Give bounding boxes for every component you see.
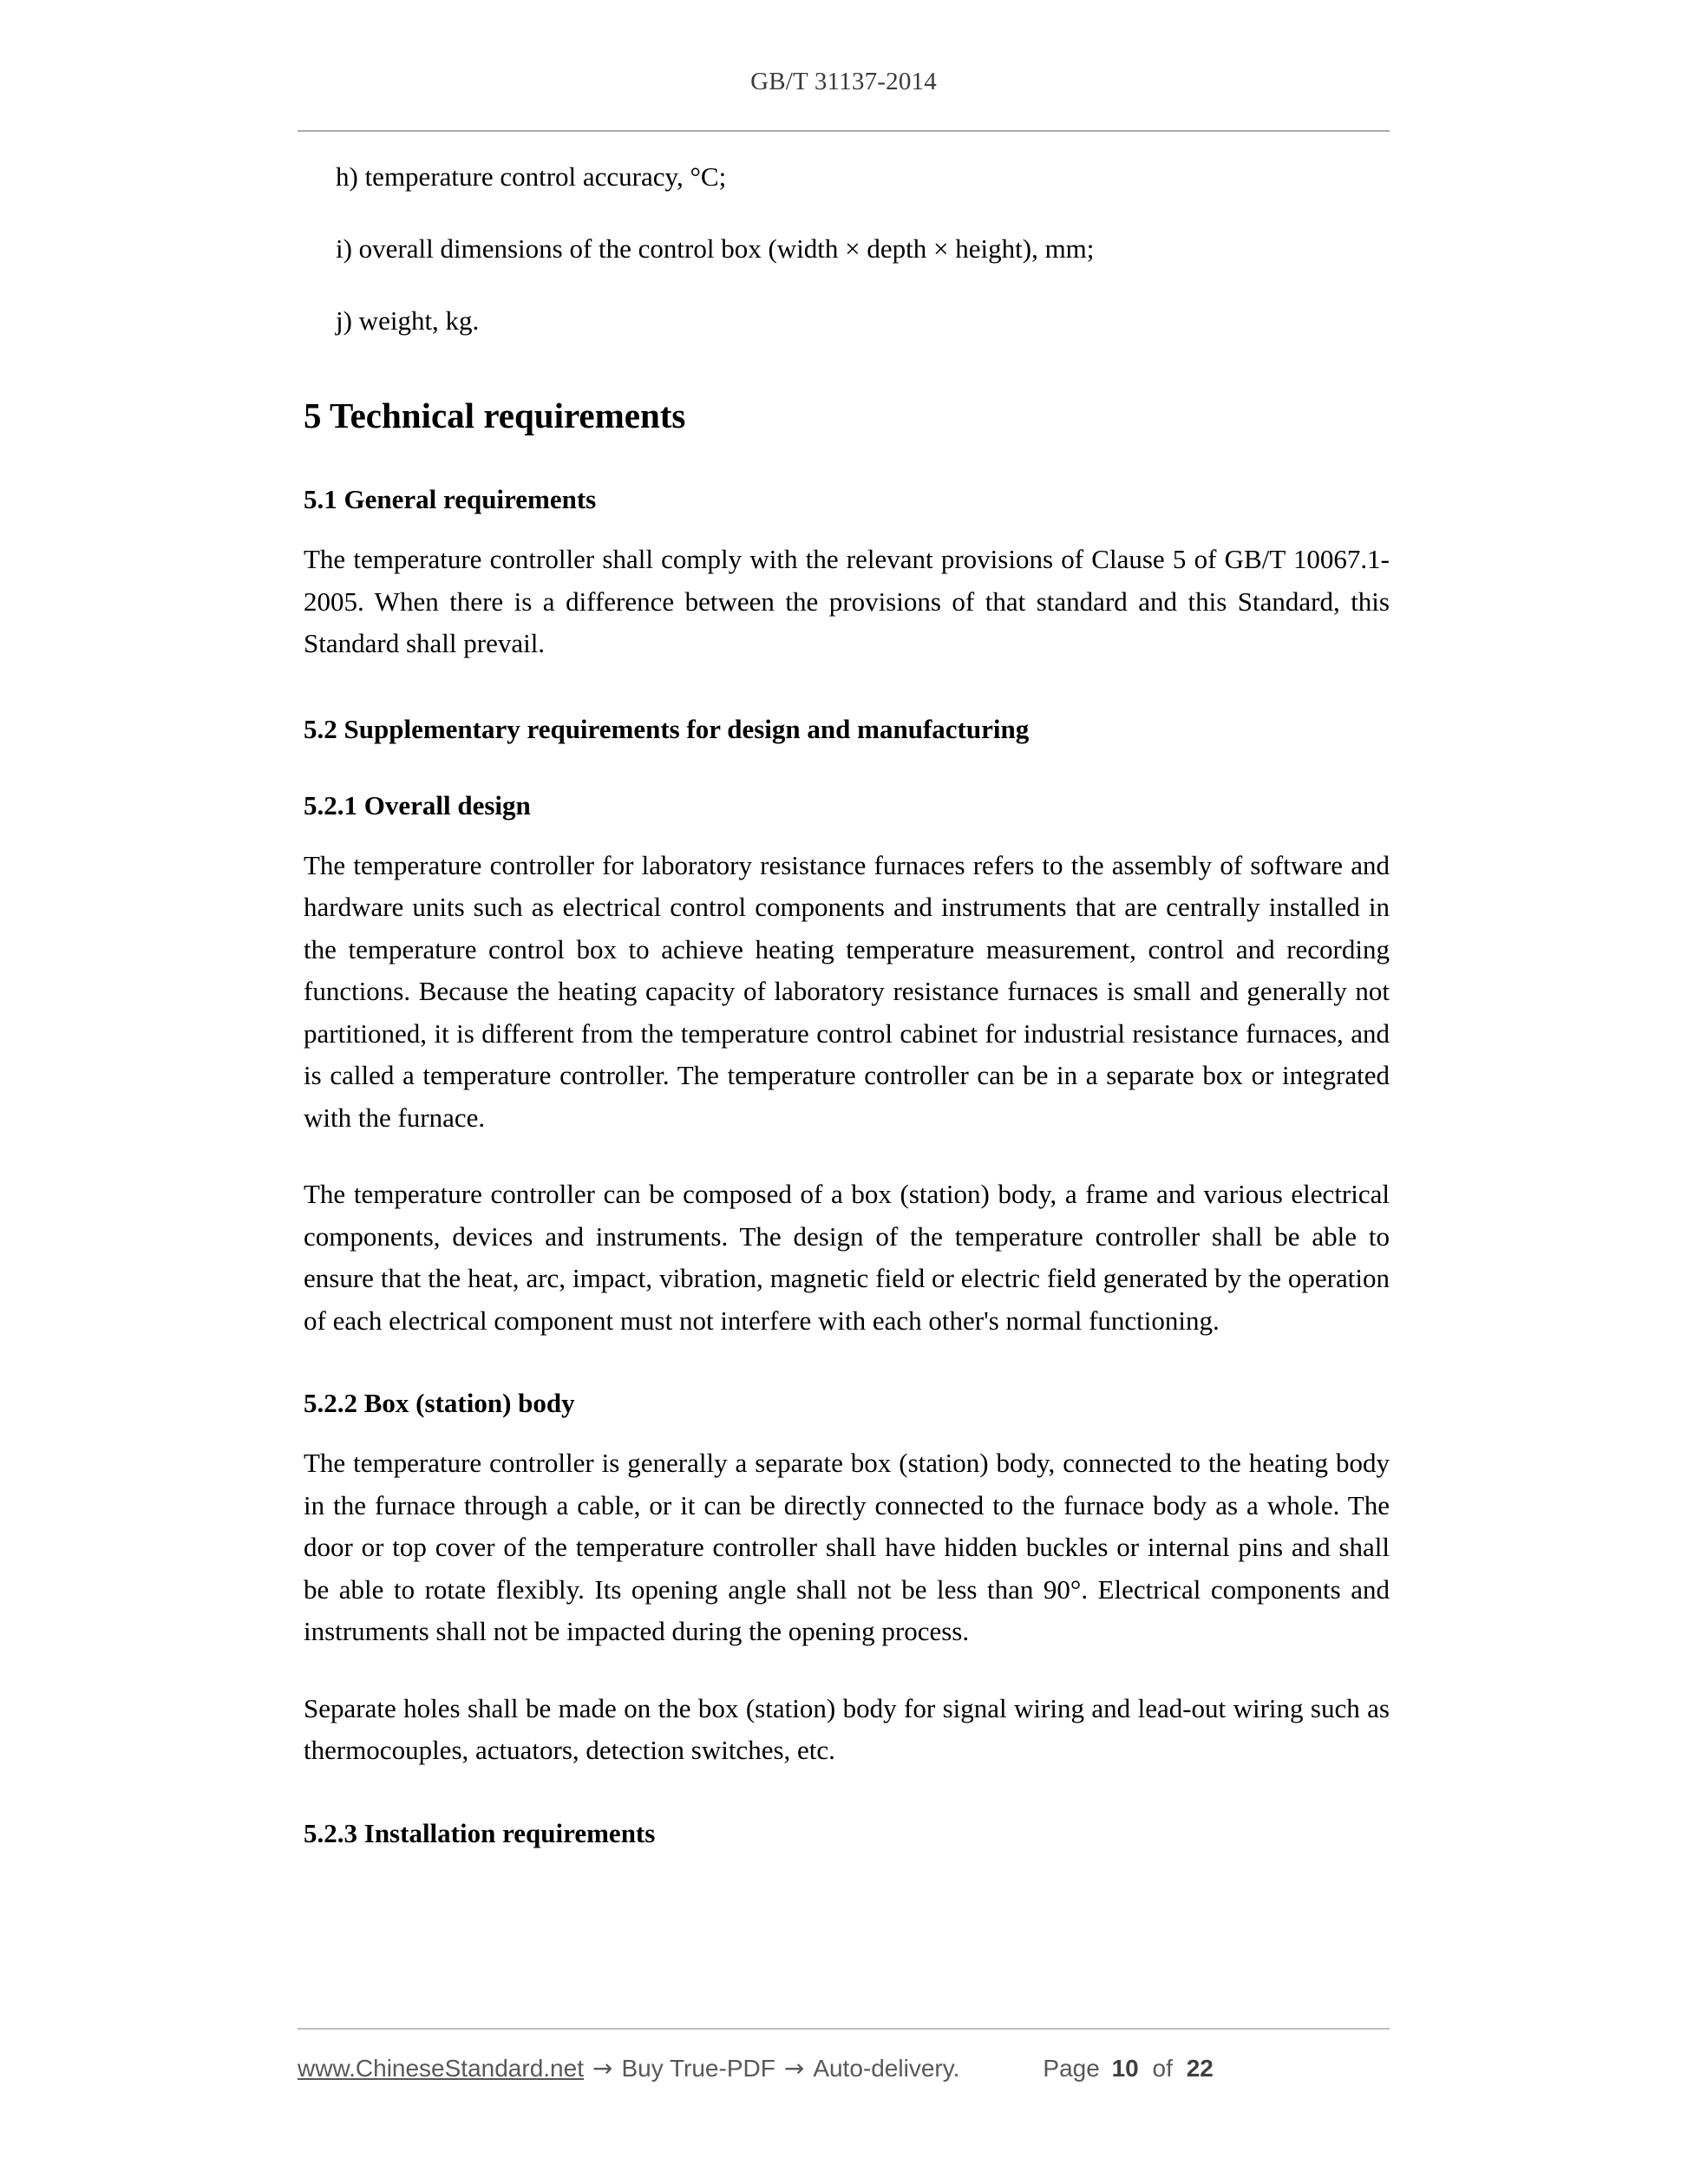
section-heading-5-1: 5.1 General requirements [304, 484, 597, 515]
footer-promo [298, 2054, 959, 2083]
of-label: of [1152, 2055, 1173, 2082]
arrow-right-icon: → [783, 2054, 805, 2083]
footer-buy-text: Buy True-PDF [621, 2055, 775, 2082]
paragraph-5-2-2-b: Separate holes shall be made on the box (station) body for signal wiring and lead-out wiring such as thermocouples, actuators, detection switches, etc. [304, 1692, 1390, 1766]
paragraph-5-2-2-a: The temperature controller is generally a separate box (station) body, connected to the heating body in the furnace through a cable, or it can be directly connected to the furnace body as a whole. The door or top cover of the temperature controller shall have hidden buckles or internal pins and shall be able to rotate flexibly. Its opening angle shall not be less than 90°. Electrical components and instruments shall not be impacted during the opening process. [304, 1448, 1390, 1647]
list-item: i) overall dimensions of the control box (width × depth × height), mm; [336, 233, 1095, 264]
page-label: Page [1043, 2055, 1100, 2082]
section-heading-clause-5: 5 Technical requirements [304, 396, 686, 435]
page-indicator [1043, 2055, 1218, 2083]
section-heading-5-2: 5.2 Supplementary requirements for design and manufacturing [304, 713, 1030, 744]
arrow-right-icon: → [592, 2054, 613, 2083]
list-item: h) temperature control accuracy, °C; [336, 161, 727, 192]
document-body [304, 163, 1390, 1848]
section-heading-5-2-2: 5.2.2 Box (station) body [304, 1388, 575, 1419]
paragraph-5-2-1-a: The temperature controller for laboratory resistance furnaces refers to the assembly of software and hardware units such as electrical control components and instruments that are centrally installed in the temperature control box to achieve heating temperature measurement, control and recording functions. Because the heating capacity of laboratory resistance furnaces is small and generally not partitioned, it is different from the temperature control cabinet for industrial resistance furnaces, and is called a temperature controller. The temperature controller can be in a separate box or integrated with the furnace. [304, 849, 1390, 1133]
page-header [298, 68, 1390, 96]
list-item: j) weight, kg. [336, 305, 480, 336]
section-heading-5-2-3: 5.2.3 Installation requirements [304, 1817, 656, 1848]
section-heading-5-2-1: 5.2.1 Overall design [304, 789, 531, 821]
footer-delivery-text: Auto-delivery. [813, 2055, 960, 2082]
standard-number: GB/T 31137-2014 [750, 68, 937, 95]
total-page-count: 22 [1186, 2055, 1214, 2082]
current-page-number: 10 [1111, 2055, 1139, 2082]
header-divider [298, 130, 1390, 132]
page-footer [298, 2054, 1390, 2083]
footer-divider [298, 2028, 1390, 2030]
chinesestandard-link[interactable]: www.ChineseStandard.net [298, 2055, 584, 2082]
paragraph-5-1: The temperature controller shall comply with the relevant provisions of Clause 5 of GB/T 10067.1-2005. When there is a difference between the provisions of that standard and this Standard, this Standard shall prevail. [304, 544, 1390, 659]
paragraph-5-2-1-b: The temperature controller can be composed of a box (station) body, a frame and various electrical components, devices and instruments. The design of the temperature controller shall be able to ensure that the heat, arc, impact, vibration, magnetic field or electric field generated by the operation of each electrical component must not interfere with each other's normal functioning. [304, 1179, 1390, 1336]
